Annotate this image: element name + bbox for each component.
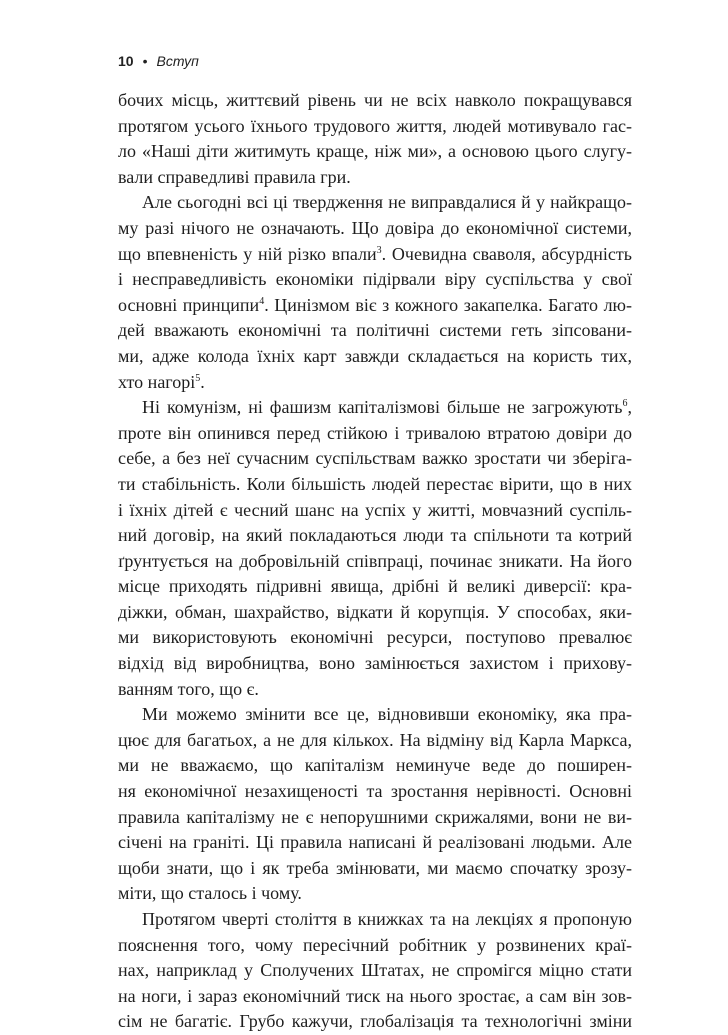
text-fragment: . [200,371,205,392]
text-line: Ми можемо змінити все це, відновивши економіку, яка пра- [142,704,632,725]
text-line: цює для багатьох, а не для кількох. На відміну від Карла Маркса, [118,729,632,750]
text-line: ванням того, що є. [118,678,259,699]
text-fragment: . Цинізмом віє з кожного закапелка. Багато лю- [264,294,632,315]
footnote-ref: 6 [622,398,628,410]
text-line: бочих місць, життєвий рівень чи не всіх навколо покращувався [118,90,632,110]
text-line: пояснення того, чому пересічний робітник у розвинених краї- [118,934,632,955]
text-fragment: основні принципи [118,294,260,315]
text-line: Але сьогодні всі ці твердження не виправдалися й у найкращо- [142,192,632,213]
text-fragment: що впевненість у ній різко впали [118,243,377,264]
text-line: на ноги, і зараз економічний тиск на нього зростає, а сам він зов- [118,985,632,1006]
text-line: ми, адже колода їхніх карт завжди складається на користь тих, [118,345,632,366]
text-fragment: , [627,397,632,418]
text-line: протягом усього їхнього трудового життя, людей мотивувало гас- [118,115,632,136]
text-line: Протягом чверті століття в книжках та на лекціях я пропоную [142,909,632,929]
text-line: міти, що сталось і чому. [118,883,302,904]
text-line: ми не вважаємо, що капіталізм неминуче веде до поширен- [118,755,632,776]
text-line [118,293,632,319]
text-line: нах, наприклад у Сполучених Штатах, не спромігся міцно стати [118,960,632,981]
page-number: 10 [118,53,134,69]
text-line: діжки, обман, шахрайство, відкати й корупція. У способах, яки- [118,601,632,622]
footnote-ref: 5 [195,372,201,384]
text-fragment: хто нагорі [118,371,196,392]
text-line: ний договір, на який покладаються люди та спільноти та котрий [118,525,632,546]
text-line: себе, а без неї сучасним суспільствам важко зростати чи зберіга- [118,448,632,469]
running-head [118,53,199,69]
body-text [118,88,632,1035]
text-line: му разі нічого не означають. Що довіра до економічної системи, [118,217,632,238]
text-line: ло «Наші діти житимуть краще, ніж ми», а основою цього слугу- [118,141,632,162]
text-line: і їхніх дітей є чесний шанс на успіх у житті, мовчазний суспіль- [118,499,632,520]
section-title: Вступ [156,53,199,69]
text-fragment: Ні комунізм, ні фашизм капіталізмові більше не загрожують [142,397,623,418]
text-line: ня економічної незахищеності та зростання нерівності. Основні [118,781,632,802]
text-line [118,242,632,268]
text-line: ти стабільність. Коли більшість людей перестає вірити, що в них [118,473,632,494]
text-fragment: . Очевидна сваволя, абсурдність [381,243,632,264]
text-line: дей вважають економічні та політичні системи геть зіпсовани- [118,320,632,341]
footnote-ref: 3 [376,244,382,256]
text-line: ґрунтується на добровільній співпраці, починає зникати. На його [118,550,632,571]
text-line: правила капіталізму не є непорушними скрижалями, вони не ви- [118,806,632,827]
text-line: вали справедливі правила гри. [118,166,351,187]
text-line: місце приходять підривні явища, дрібні й великі диверсії: кра- [118,576,632,597]
text-line: січені на граніті. Ці правила написані й реалізовані людьми. Але [118,832,632,853]
footnote-ref: 4 [259,295,265,307]
text-line: сім не багатіє. Грубо кажучи, глобалізація та технологічні зміни [118,1011,632,1032]
text-line: ми використовують економічні ресурси, поступово превалює [118,627,632,648]
text-line [118,395,632,421]
text-line [118,370,632,396]
text-line: проте він опинився перед стійкою і тривалою втратою довіри до [118,422,632,443]
header-separator: • [142,53,148,69]
text-line: і несправедливість економіки підірвали віру суспільства у свої [118,269,632,290]
text-line: відхід від виробництва, воно замінюється захистом і прихову- [118,653,632,674]
text-line: щоби знати, що і як треба змінювати, ми маємо спочатку зрозу- [118,857,632,878]
